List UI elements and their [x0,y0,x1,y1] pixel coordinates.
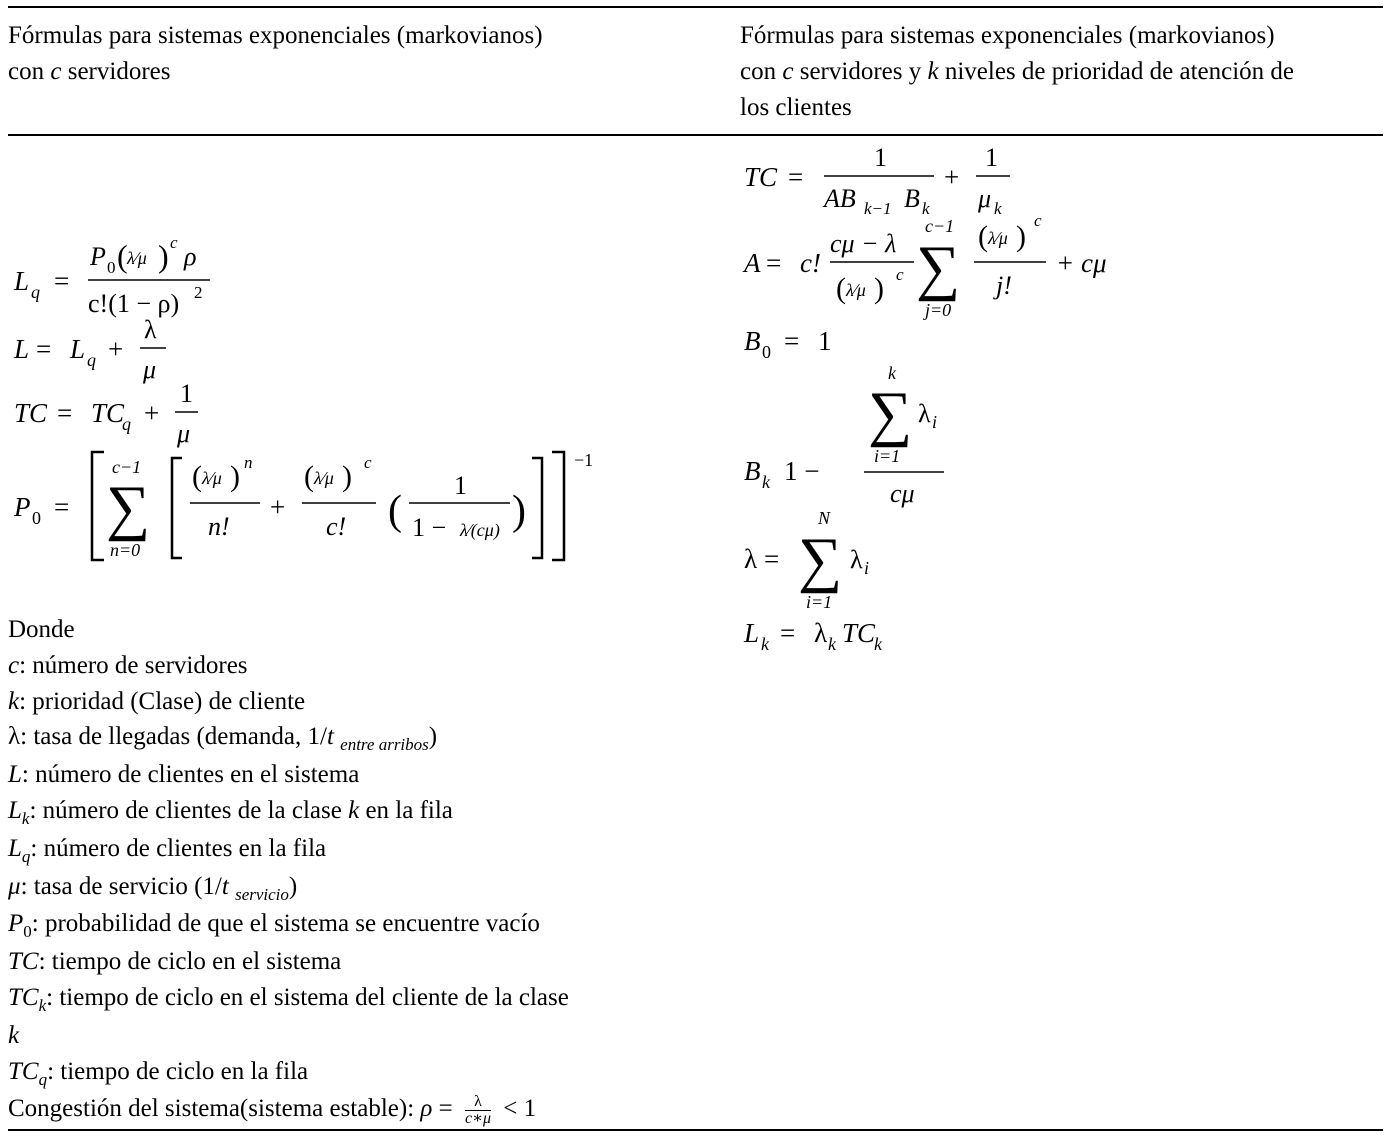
formula-bk [744,362,984,512]
formula-lq [14,228,274,328]
svg-text:0: 0 [107,258,116,277]
svg-text:λ: λ [918,399,931,428]
svg-text:=: = [54,266,70,296]
def-mu: μ: tasa de servicio (1/t $_{servicio}$) [8,872,298,904]
def-lambda: λ: tasa de llegadas (demanda, 1/t $_{entre arribos}$) [8,723,438,755]
svg-text:P: P [90,242,106,271]
table-bottom-rule [8,1129,1383,1131]
svg-text:q: q [87,350,96,370]
left-header-line2: con c servidores [8,58,171,85]
svg-text:i=1: i=1 [806,592,833,612]
svg-text:+: + [270,492,286,522]
svg-text:1: 1 [180,379,193,408]
svg-text:q: q [122,414,131,434]
svg-text:λ: λ [144,315,157,344]
def-tc: TC: tiempo de ciclo en el sistema [8,948,342,976]
table-header-rule [8,134,1383,136]
svg-text:(: ( [836,272,846,305]
def-tcq: $TC_q$: tiempo de ciclo en la fila [8,1057,309,1089]
svg-text:): ) [512,488,526,534]
svg-text:=: = [54,492,70,522]
svg-text:λ⁄μ: λ⁄μ [127,248,147,268]
svg-text:k: k [922,199,930,218]
svg-text:c!: c! [800,248,821,278]
right-header-line1: Fórmulas para sistemas exponenciales (markovianos) [740,22,1275,49]
formula-tc-right [744,142,1044,218]
svg-text:1: 1 [454,471,467,500]
svg-text:TC: TC [14,398,48,428]
def-k: k: prioridad (Clase) de cliente [8,687,306,715]
svg-text:−1: −1 [574,450,594,470]
svg-text:B: B [904,184,920,213]
definitions-list [8,612,668,1127]
svg-text:n: n [244,453,253,472]
svg-text:L: L [744,618,760,648]
svg-text:+ cμ: + cμ [1056,248,1107,278]
svg-text:1: 1 [818,326,832,356]
svg-text:k−1: k−1 [864,199,892,218]
left-column-header [8,18,543,90]
svg-text:=: = [784,326,800,356]
svg-text:i: i [864,558,870,578]
definitions-title: Donde [8,616,75,643]
svg-text:λ⁄μ: λ⁄μ [314,468,334,488]
svg-text:=: = [766,248,782,278]
svg-text:TC: TC [842,618,876,648]
svg-text:1: 1 [874,143,887,172]
formula-b0 [744,322,864,362]
right-header-line2: con c servidores y k niveles de prioridad de atención de [740,58,1294,85]
svg-text:j=0: j=0 [925,300,952,320]
svg-text:): ) [158,238,169,274]
svg-text:λ: λ [814,618,828,648]
svg-text:c: c [896,265,904,284]
svg-text:∑: ∑ [106,474,151,542]
svg-text:k: k [761,634,769,654]
formula-l [14,316,214,386]
def-p0: $P_0$: probabilidad de que el sistema se encuentre vacío [8,910,540,942]
svg-text:n=0: n=0 [110,540,141,560]
svg-text:B: B [744,326,761,356]
svg-text:L: L [70,334,86,364]
svg-text:i=1: i=1 [874,446,901,466]
svg-text:λ⁄μ: λ⁄μ [202,468,222,488]
svg-text:(: ( [978,220,988,253]
svg-text:): ) [342,460,352,493]
svg-text:c: c [170,233,178,252]
formula-p0 [14,448,614,568]
svg-text:TC: TC [744,162,778,192]
left-header-line1: Fórmulas para sistemas exponenciales (markovianos) [8,22,543,49]
svg-text:μ: μ [978,184,992,213]
svg-text:A: A [744,248,761,278]
def-lk: $L_k$: número de clientes de la clase k en la fila [8,796,453,828]
svg-text:k: k [762,472,770,492]
svg-text:c: c [1034,211,1042,230]
table-top-rule [8,6,1383,8]
svg-text:0: 0 [32,508,41,528]
svg-text:1: 1 [985,143,998,172]
svg-text:(: ( [304,460,314,493]
def-congestion: Congestión del sistema(sistema estable): ρ = $\frac{\lambda}{c∗\mu}$ < 1 [8,1093,537,1128]
svg-text:1 −: 1 − [784,456,820,486]
svg-text:B: B [744,456,761,486]
svg-text:=: = [57,398,73,428]
svg-text:): ) [1016,220,1026,253]
svg-text:cμ: cμ [890,479,915,508]
svg-text:+: + [944,162,960,192]
svg-text:=: = [780,618,796,648]
svg-text:AB: AB [824,184,856,213]
right-header-line3: los clientes [740,94,852,121]
svg-text:c: c [364,453,372,472]
svg-text:=: = [788,162,804,192]
svg-text:(: ( [117,238,128,274]
svg-text:λ⁄μ: λ⁄μ [846,280,866,300]
svg-text:N: N [818,508,831,528]
right-column-header [740,18,1294,126]
svg-text:ρ: ρ [184,242,197,271]
svg-text:cμ − λ: cμ − λ [830,229,897,258]
svg-text:μ: μ [143,355,157,384]
svg-text:c!(1 − ρ): c!(1 − ρ) [88,289,180,318]
svg-text:k: k [874,634,882,654]
svg-text:0: 0 [762,342,771,362]
def-c: c: número de servidores [8,651,248,679]
svg-text:c!: c! [326,512,347,541]
svg-text:∑: ∑ [798,526,843,594]
svg-text:c−1: c−1 [112,457,142,477]
svg-text:1 −: 1 − [412,513,447,542]
svg-text:TC: TC [91,398,125,428]
svg-text:P: P [14,492,31,522]
svg-text:c−1: c−1 [925,216,955,236]
formula-lambda [744,506,944,616]
svg-text:k: k [888,363,896,383]
def-l: L: número de clientes en el sistema [8,761,360,789]
svg-text:k: k [828,634,836,654]
svg-text:+: + [108,334,124,364]
svg-text:μ: μ [177,419,191,448]
formula-lk [744,614,944,654]
svg-text:k: k [994,199,1002,218]
def-tck-wrap: k [8,1021,20,1049]
formula-tc-left [14,380,234,450]
svg-text:(: ( [388,488,402,534]
def-tck: $TC_k$: tiempo de ciclo en el sistema del cliente de la clase [8,983,569,1015]
svg-text:λ: λ [744,544,758,574]
svg-text:i: i [932,412,938,432]
svg-text:q: q [31,282,40,302]
svg-text:+: + [144,398,160,428]
svg-text:2: 2 [194,283,203,302]
svg-text:∑: ∑ [916,234,961,302]
svg-text:=: = [36,334,52,364]
svg-text:λ⁄(cμ): λ⁄(cμ) [460,520,500,540]
svg-text:): ) [874,272,884,305]
svg-text:): ) [230,460,240,493]
svg-text:L: L [14,334,30,364]
svg-text:λ⁄μ: λ⁄μ [988,228,1008,248]
svg-text:(: ( [192,460,202,493]
svg-text:λ: λ [850,545,863,574]
def-lq: $L_q$: número de clientes en la fila [8,834,327,866]
svg-text:∑: ∑ [868,380,913,448]
svg-text:L: L [14,266,30,296]
svg-text:j!: j! [996,271,1012,300]
svg-text:=: = [764,544,780,574]
formula-a [744,210,1144,322]
svg-text:n!: n! [208,512,230,541]
